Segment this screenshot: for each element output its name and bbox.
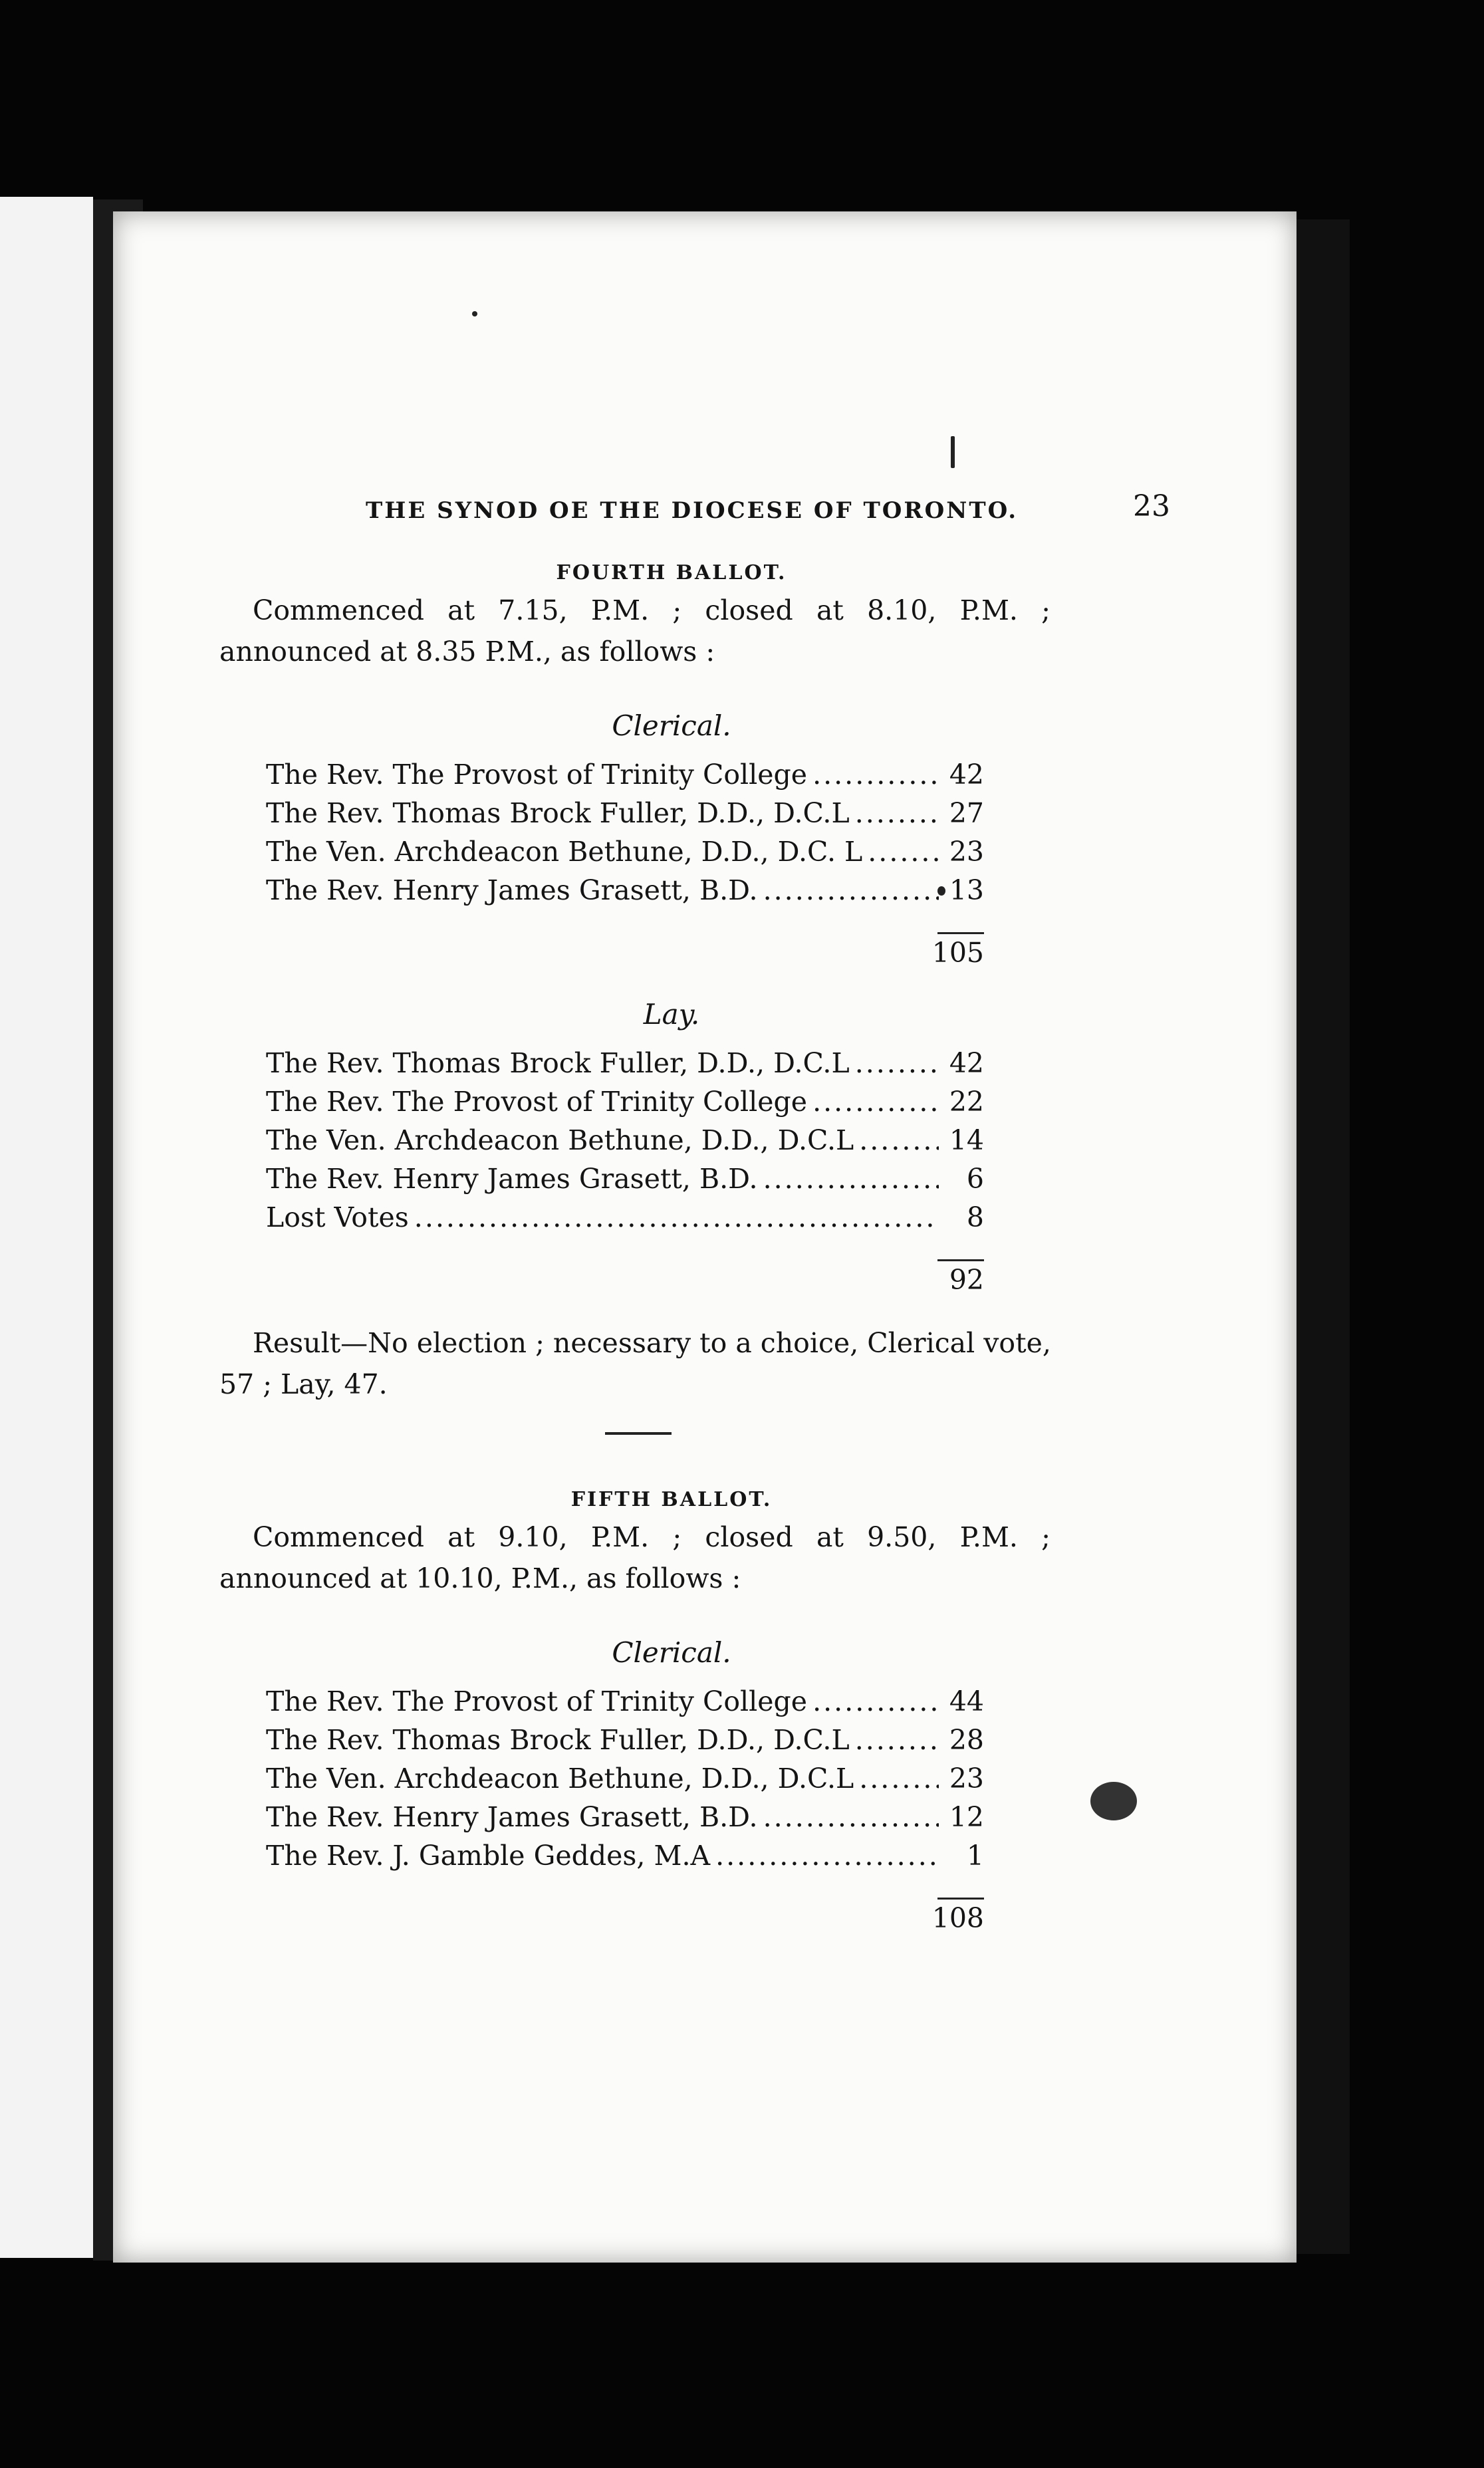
vote-row — [266, 1160, 984, 1198]
vote-count: 23 — [949, 1763, 984, 1794]
candidate-name: The Rev. Thomas Brock Fuller, D.D., D.C.L — [266, 1047, 850, 1079]
candidate-name: The Rev. Thomas Brock Fuller, D.D., D.C.L — [266, 1724, 850, 1756]
section-divider — [605, 1432, 672, 1435]
leader-dots — [855, 1044, 939, 1082]
candidate-name: The Rev. The Provost of Trinity College — [266, 759, 808, 791]
candidate-name: The Ven. Archdeacon Bethune, D.D., D.C.L — [266, 1124, 854, 1156]
fifth-clerical-label: Clerical. — [612, 1636, 731, 1669]
vote-count: 44 — [949, 1685, 984, 1717]
fourth-ballot-result: Result—No election ; necessary to a choice, Clerical vote, 57 ; Lay, 47. — [219, 1327, 1051, 1400]
vote-row — [266, 794, 984, 832]
leader-dots — [812, 1082, 939, 1121]
vote-row — [266, 1082, 984, 1121]
ink-speck — [472, 311, 477, 316]
leader-dots — [414, 1198, 939, 1237]
vote-count: 23 — [949, 836, 984, 868]
ink-blot — [1090, 1782, 1137, 1820]
vote-count: 28 — [949, 1724, 984, 1756]
fifth-clerical-total: 108 — [931, 1902, 984, 1934]
vote-count: 13 — [949, 874, 984, 906]
vote-row — [266, 755, 984, 794]
candidate-name: Lost Votes — [266, 1201, 409, 1233]
leader-dots — [868, 832, 939, 871]
fifth-clerical-list — [266, 1682, 984, 1875]
candidate-name: The Rev. Thomas Brock Fuller, D.D., D.C.L — [266, 797, 850, 829]
page-number: 23 — [1133, 489, 1170, 523]
vote-count: 1 — [966, 1840, 984, 1872]
leader-dots — [763, 1798, 939, 1836]
fourth-ballot-heading: FOURTH BALLOT. — [556, 561, 787, 584]
leader-dots — [812, 755, 939, 794]
leader-dots — [859, 1121, 939, 1160]
leader-dots — [855, 1721, 939, 1759]
ink-mark — [951, 436, 955, 468]
fourth-ballot-intro: Commenced at 7.15, P.M. ; closed at 8.10, P.M. ; announced at 8.35 P.M., as follows : — [219, 594, 1051, 668]
fifth-ballot-intro: Commenced at 9.10, P.M. ; closed at 9.50, P.M. ; announced at 10.10, P.M., as follows : — [219, 1521, 1051, 1594]
candidate-name: The Ven. Archdeacon Bethune, D.D., D.C. L — [266, 836, 863, 868]
vote-count: 8 — [966, 1201, 984, 1233]
vote-row — [266, 832, 984, 871]
vote-row — [266, 1198, 984, 1237]
vote-count: 14 — [949, 1124, 984, 1156]
vote-count: 42 — [949, 759, 984, 791]
vote-row — [266, 1836, 984, 1875]
fourth-clerical-list — [266, 755, 984, 910]
vote-count: 12 — [949, 1801, 984, 1833]
fourth-lay-list — [266, 1044, 984, 1237]
vote-count: 42 — [949, 1047, 984, 1079]
vote-row — [266, 1798, 984, 1836]
running-head — [219, 484, 1170, 531]
book-page — [113, 211, 1297, 2263]
vote-row — [266, 1121, 984, 1160]
right-page-edge — [1297, 219, 1350, 2254]
running-title: THE SYNOD OE THE DIOCESE OF TORONTO. — [366, 497, 1019, 524]
left-page-edge — [0, 197, 93, 2258]
vote-row — [266, 1721, 984, 1759]
fifth-ballot-heading: FIFTH BALLOT. — [570, 1488, 773, 1511]
candidate-name: The Rev. Henry James Grasett, B.D. — [266, 1163, 758, 1195]
ink-speck — [937, 886, 945, 896]
vote-count: 22 — [949, 1086, 984, 1118]
vote-row — [266, 1044, 984, 1082]
leader-dots — [812, 1682, 939, 1721]
fourth-lay-label: Lay. — [643, 998, 700, 1031]
fourth-lay-total: 92 — [949, 1264, 984, 1296]
fourth-clerical-total: 105 — [931, 937, 984, 969]
vote-row — [266, 1759, 984, 1798]
leader-dots — [715, 1836, 939, 1875]
candidate-name: The Rev. The Provost of Trinity College — [266, 1685, 808, 1717]
leader-dots — [763, 871, 939, 910]
candidate-name: The Rev. Henry James Grasett, B.D. — [266, 1801, 758, 1833]
leader-dots — [859, 1759, 939, 1798]
leader-dots — [763, 1160, 939, 1198]
candidate-name: The Ven. Archdeacon Bethune, D.D., D.C.L — [266, 1763, 854, 1794]
candidate-name: The Rev. J. Gamble Geddes, M.A — [266, 1840, 711, 1872]
candidate-name: The Rev. The Provost of Trinity College — [266, 1086, 808, 1118]
vote-count: 27 — [949, 797, 984, 829]
leader-dots — [855, 794, 939, 832]
vote-row — [266, 871, 984, 910]
candidate-name: The Rev. Henry James Grasett, B.D. — [266, 874, 758, 906]
fourth-clerical-label: Clerical. — [612, 709, 731, 742]
vote-row — [266, 1682, 984, 1721]
page-content — [219, 484, 1170, 1937]
vote-count: 6 — [966, 1163, 984, 1195]
